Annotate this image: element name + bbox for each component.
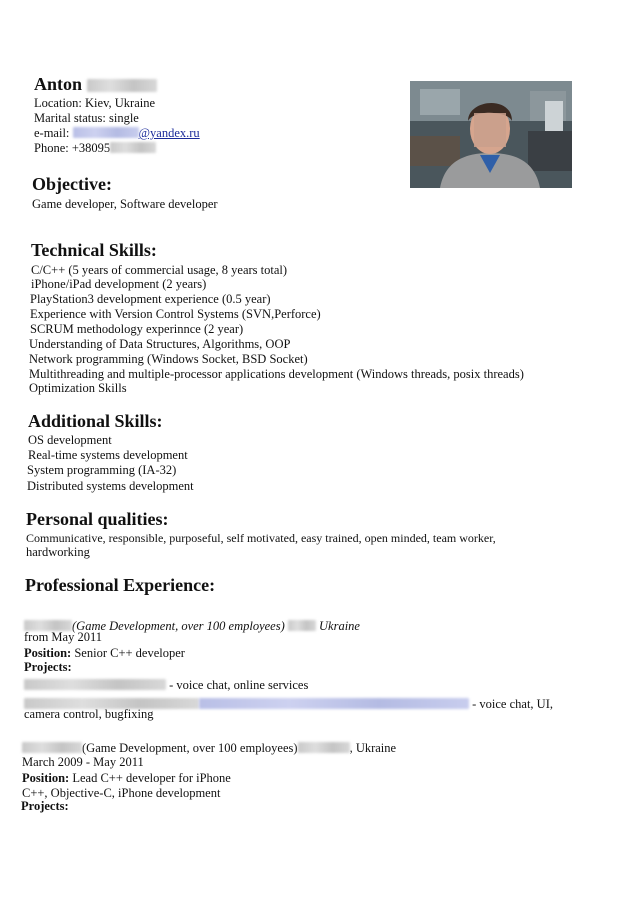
technical-skill-item: SCRUM methodology experinnce (2 year) — [30, 322, 244, 336]
additional-skill-item: OS development — [28, 433, 112, 447]
profile-photo — [410, 81, 572, 188]
personal-qualities-text-cont: hardworking — [26, 545, 90, 559]
job2-period: March 2009 - May 2011 — [22, 755, 144, 769]
job1-company-desc: (Game Development, over 100 employees) — [72, 619, 285, 633]
technical-skill-item: Optimization Skills — [29, 381, 127, 395]
redacted-city — [298, 742, 350, 753]
additional-skill-item: Distributed systems development — [27, 479, 194, 493]
personal-qualities-heading: Personal qualities: — [26, 509, 169, 529]
phone: Phone: +38095 — [34, 141, 111, 155]
job1-project-2-cont: camera control, bugfixing — [24, 707, 154, 721]
redacted-phone — [110, 142, 156, 153]
technical-skill-item: Understanding of Data Structures, Algorithms, OOP — [29, 337, 291, 351]
technical-skill-item: iPhone/iPad development (2 years) — [31, 277, 207, 291]
job1-projects-label: Projects: — [24, 660, 72, 674]
additional-skill-item: Real-time systems development — [28, 448, 188, 462]
job2-position: Lead C++ developer for iPhone — [72, 771, 231, 785]
job2-country: Ukraine — [355, 741, 397, 755]
redacted-project — [24, 679, 166, 690]
job2-position-label: Position: — [22, 771, 70, 785]
personal-qualities-text: Communicative, responsible, purposeful, self motivated, easy trained, open minded, team worker, — [26, 531, 496, 545]
job1-project-item — [24, 678, 308, 692]
objective-text: Game developer, Software developer — [32, 197, 218, 211]
additional-skills-heading: Additional Skills: — [28, 411, 163, 431]
email-line — [34, 126, 200, 140]
redacted-city — [288, 620, 316, 631]
job2-company-line: (Game Development, over 100 employees) , Ukraine — [22, 741, 396, 755]
job1-position: Senior C++ developer — [74, 646, 185, 660]
job2-projects-label: Projects: — [21, 799, 69, 813]
technical-skill-item: Multithreading and multiple-processor applications development (Windows threads, posix threads) — [29, 367, 524, 381]
objective-heading: Objective: — [32, 174, 112, 194]
job1-project-2: - voice chat, UI, — [472, 697, 553, 711]
technical-skill-item: PlayStation3 development experience (0.5 year) — [30, 292, 271, 306]
phone-line — [34, 141, 156, 155]
technical-skills-heading: Technical Skills: — [31, 240, 157, 260]
redacted-project-link — [199, 698, 469, 709]
email-domain: @yandex.ru — [138, 126, 200, 140]
marital-status: Marital status: single — [34, 111, 139, 125]
email-label: e-mail: — [34, 126, 73, 140]
technical-skill-item: C/C++ (5 years of commercial usage, 8 years total) — [31, 263, 288, 277]
experience-heading: Professional Experience: — [25, 575, 216, 595]
job1-position-label: Position: — [24, 646, 72, 660]
photo-image — [410, 81, 572, 188]
job1-position-line — [24, 646, 185, 660]
technical-skill-item: Network programming (Windows Socket, BSD Socket) — [29, 352, 308, 366]
additional-skill-item: System programming (IA-32) — [27, 463, 177, 477]
job2-tech: C++, Objective-C, iPhone development — [22, 786, 221, 800]
first-name: Anton — [34, 74, 83, 94]
redacted-surname — [87, 79, 157, 92]
location: Location: Kiev, Ukraine — [34, 96, 156, 110]
redacted-company — [22, 742, 82, 753]
job1-project-1: - voice chat, online services — [169, 678, 309, 692]
job2-position-line — [22, 771, 231, 785]
candidate-name — [34, 74, 157, 95]
email-link[interactable] — [73, 126, 200, 140]
job2-company-desc: (Game Development, over 100 employees) — [82, 741, 298, 755]
redacted-email-user — [73, 127, 139, 138]
job1-country: Ukraine — [319, 619, 360, 633]
job1-period: from May 2011 — [24, 630, 102, 644]
technical-skill-item: Experience with Version Control Systems (SVN,Perforce) — [30, 307, 321, 321]
